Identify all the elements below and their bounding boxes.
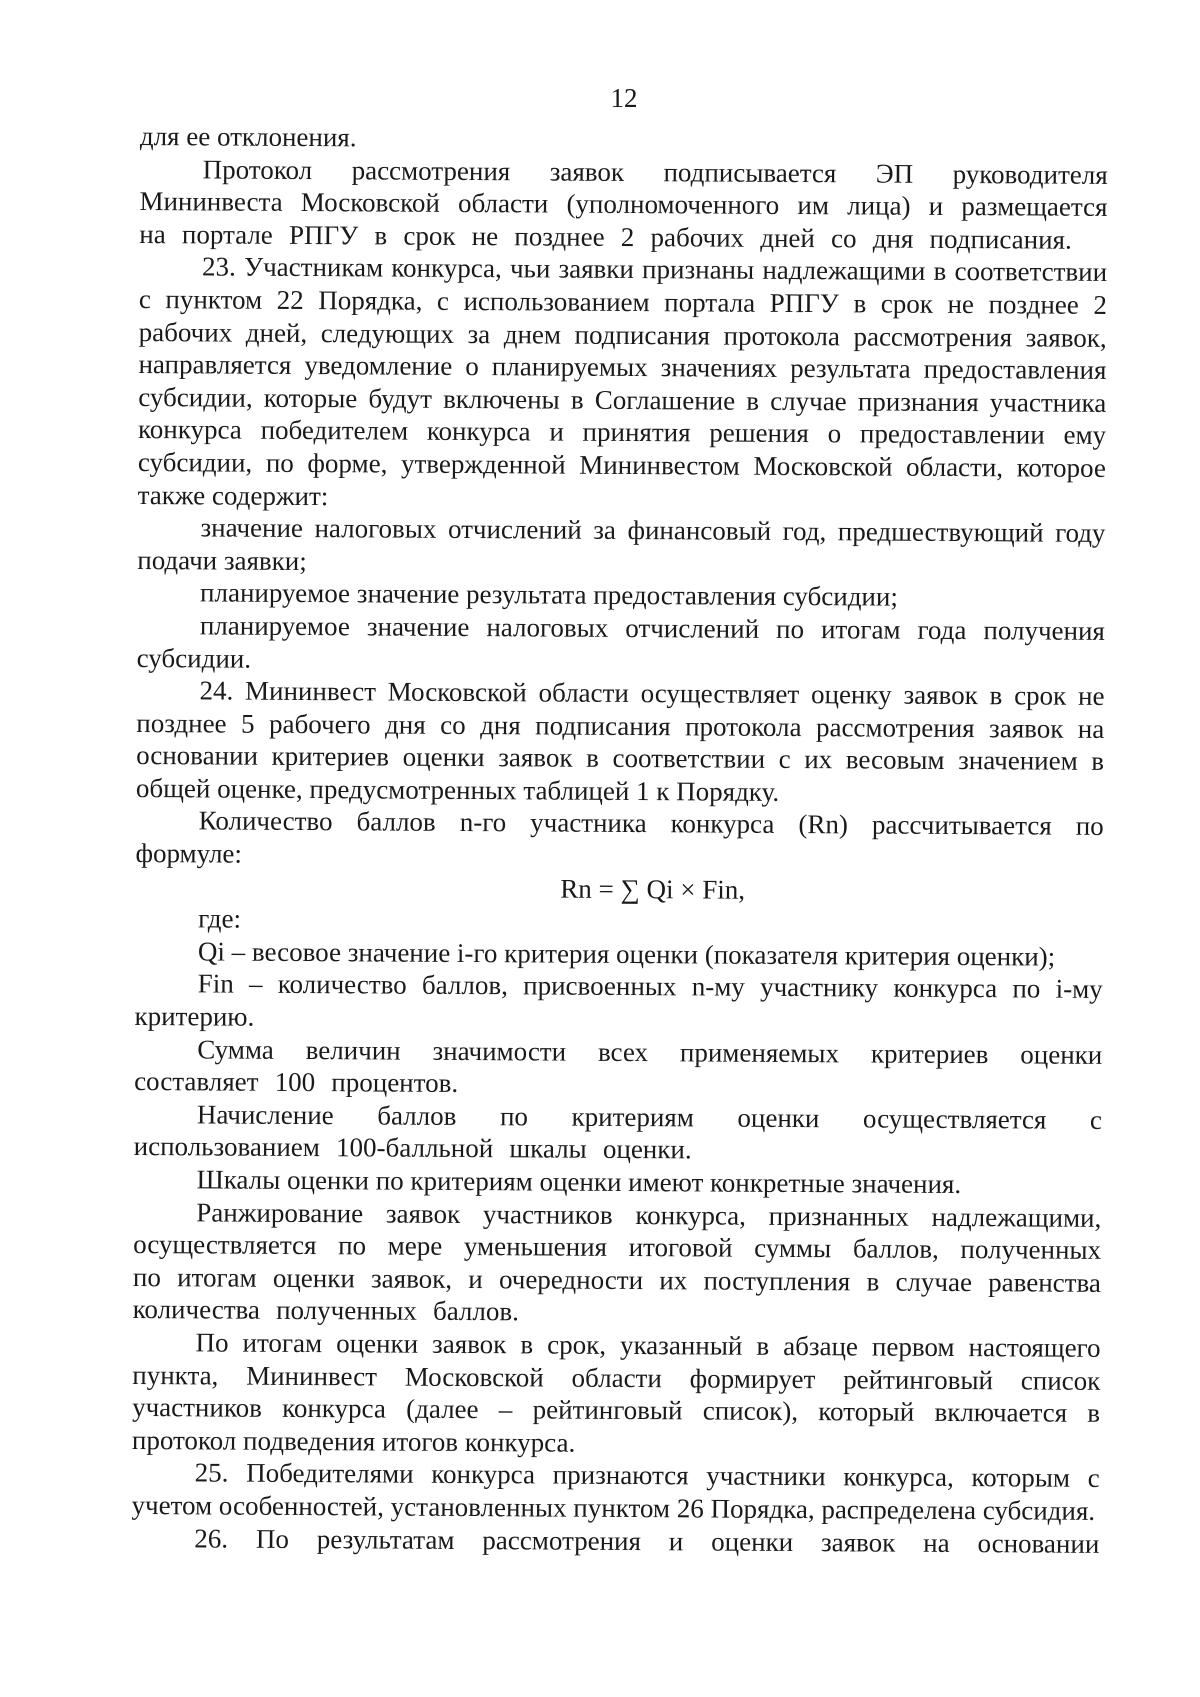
paragraph-item-23: 23. Участникам конкурса, чьи заявки признаны надлежащими в соответствии с пунктом 22 Порядка, с использованием портала РПГУ в срок не позднее 2 рабочих дней, следующих за днем подписания протокола рассмотрения заявок, направляется уведомление о планируемых значениях результата предоставления субсидии, которые будут включены в Соглашение в случае признания участника конкурса победителем конкурса и принятия решения о предоставлении ему субсидии, по форме, утвержденной Мининвестом Московской области, которое также содержит: bbox=[137, 251, 1108, 511]
paragraph-planned-result: планируемое значение результата предоставления субсидии; bbox=[200, 577, 898, 612]
paragraph-where: где: bbox=[198, 903, 242, 934]
paragraph-protocol-signing: Протокол рассмотрения заявок подписывается ЭП руководителя Мининвеста Московской области (уполномоченного им лица) и размещается на портале РПГУ в срок не позднее 2 рабочих дней со дня подписания. bbox=[139, 153, 1108, 255]
paragraph-planned-tax-deductions: планируемое значение налоговых отчислений по итогам года получения субсидии. bbox=[136, 610, 1105, 674]
document-body bbox=[131, 120, 1108, 1560]
page-number: 12 bbox=[610, 83, 638, 113]
paragraph-scoring-scale: Начисление баллов по критериям оценки осуществляется с использованием 100-балльной шкалы оценки. bbox=[133, 1099, 1103, 1165]
paragraph-item-25: 25. Победителями конкурса признаются участники конкурса, которым с учетом особенностей, установленных пунктом 26 Порядка, распределена субсидия. bbox=[131, 1457, 1100, 1526]
paragraph-ranking: Ранжирование заявок участников конкурса, признанных надлежащими, осуществляется по мере уменьшения итоговой суммы баллов, полученных по итогам оценки заявок, и очередности их поступления в случае равенства количества полученных баллов. bbox=[132, 1196, 1102, 1327]
paragraph-qi-definition: Qi – весовое значение i-го критерия оценки (показателя критерия оценки); bbox=[197, 936, 1056, 972]
paragraph-weights-sum: Сумма величин значимости всех применяемых критериев оценки составляет 100 процентов. bbox=[134, 1033, 1103, 1099]
paragraph-score-formula-intro: Количество баллов n-го участника конкурса (Rn) рассчитывается по формуле: bbox=[135, 805, 1104, 869]
paragraph-rating-list: По итогам оценки заявок в срок, указанный в абзаце первом настоящего пункта, Мининвест Московской области формирует рейтинговый список участников конкурса (далее – рейтинговый список), который включается в протокол подведения итогов конкурса. bbox=[131, 1327, 1101, 1458]
paragraph-scale-values: Шкалы оценки по критериям оценки имеют конкретные значения. bbox=[196, 1164, 962, 1200]
paragraph-fin-definition: Fin – количество баллов, присвоенных n-му участнику конкурса по i-му критерию. bbox=[134, 968, 1103, 1032]
formula: Rn = ∑ Qi × Fin, bbox=[560, 873, 746, 905]
paragraph-continuation: для ее отклонения. bbox=[139, 120, 357, 153]
paragraph-tax-deductions-prior-year: значение налоговых отчислений за финансовый год, предшествующий году подачи заявки; bbox=[137, 512, 1106, 576]
paragraph-item-24: 24. Мининвест Московской области осуществляет оценку заявок в срок не позднее 5 рабочего дня со дня подписания протокола рассмотрения заявок на основании критериев оценки заявок в соответствии с их весовым значением в общей оценке, предусмотренных таблицей 1 к Порядку. bbox=[135, 675, 1105, 807]
paragraph-item-26: 26. По результатам рассмотрения и оценки заявок на основании bbox=[194, 1522, 1100, 1559]
